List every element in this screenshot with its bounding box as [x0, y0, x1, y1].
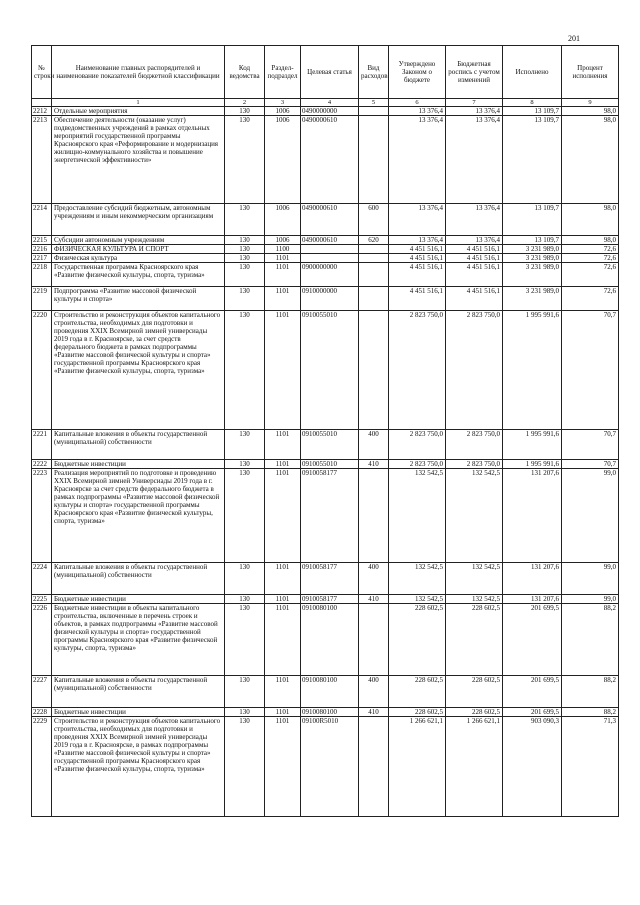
executed-amount: 3 231 989,0	[503, 254, 562, 263]
section-code: 1101	[265, 604, 301, 676]
department-code: 130	[225, 263, 265, 287]
budget-list-amount: 4 451 516,1	[446, 254, 503, 263]
section-code: 1006	[265, 107, 301, 116]
budget-list-amount: 13 376,4	[446, 236, 503, 245]
section-code: 1101	[265, 254, 301, 263]
expense-type: 410	[359, 595, 389, 604]
section-code: 1101	[265, 708, 301, 717]
target-article: 0910058177	[301, 563, 359, 595]
column-number	[32, 99, 52, 107]
execution-percent: 99,0	[562, 469, 619, 563]
expense-type: 400	[359, 676, 389, 708]
approved-amount: 13 376,4	[389, 236, 446, 245]
executed-amount: 201 699,5	[503, 604, 562, 676]
section-code: 1101	[265, 263, 301, 287]
table-row	[32, 245, 619, 254]
table-row	[32, 595, 619, 604]
department-code: 130	[225, 236, 265, 245]
execution-percent: 98,0	[562, 236, 619, 245]
table-row	[32, 717, 619, 817]
approved-amount: 4 451 516,1	[389, 263, 446, 287]
expense-type: 410	[359, 460, 389, 469]
budget-list-amount: 4 451 516,1	[446, 245, 503, 254]
header-row	[32, 46, 619, 99]
approved-amount: 132 542,5	[389, 469, 446, 563]
column-number: 7	[446, 99, 503, 107]
item-name: Бюджетные инвестиции в объекты капитального строительства, включенные в перечень строек и объектов, в рамках подпрограммы «Развитие массовой физической культуры и спорта» государственной программы Красноярского края «Развитие физической культуры, спорта, туризма»	[52, 604, 225, 676]
section-code: 1101	[265, 676, 301, 708]
executed-amount: 903 090,3	[503, 717, 562, 817]
target-article: 0910080100	[301, 708, 359, 717]
header-row-number: № строки	[32, 46, 52, 99]
section-code: 1100	[265, 245, 301, 254]
table-row	[32, 708, 619, 717]
budget-list-amount: 13 376,4	[446, 116, 503, 204]
expense-type: 410	[359, 708, 389, 717]
table-row	[32, 563, 619, 595]
approved-amount: 132 542,5	[389, 595, 446, 604]
budget-table	[31, 45, 619, 817]
row-number: 2218	[32, 263, 52, 287]
department-code: 130	[225, 204, 265, 236]
item-name: Обеспечение деятельности (оказание услуг) подведомственных учреждений в рамках отдельных мероприятий государственной программы Красноярского края «Реформирование и модернизация жилищно-коммунального хозяйства и повышение энергетической эффективности»	[52, 116, 225, 204]
table-row	[32, 263, 619, 287]
executed-amount: 131 207,6	[503, 469, 562, 563]
budget-list-amount: 132 542,5	[446, 563, 503, 595]
column-number: 6	[389, 99, 446, 107]
execution-percent: 72,6	[562, 245, 619, 254]
target-article: 0910055010	[301, 311, 359, 430]
execution-percent: 98,0	[562, 204, 619, 236]
expense-type: 600	[359, 204, 389, 236]
section-code: 1101	[265, 469, 301, 563]
target-article: 0490000610	[301, 236, 359, 245]
executed-amount: 201 699,5	[503, 708, 562, 717]
item-name: Капитальные вложения в объекты государственной (муниципальной) собственности	[52, 563, 225, 595]
approved-amount: 4 451 516,1	[389, 254, 446, 263]
row-number: 2215	[32, 236, 52, 245]
budget-list-amount: 2 823 750,0	[446, 430, 503, 460]
target-article	[301, 254, 359, 263]
row-number: 2223	[32, 469, 52, 563]
budget-list-amount: 4 451 516,1	[446, 263, 503, 287]
item-name: Бюджетные инвестиции	[52, 595, 225, 604]
header-percent: Процент исполнения	[562, 46, 619, 99]
row-number: 2213	[32, 116, 52, 204]
department-code: 130	[225, 311, 265, 430]
target-article: 0490000000	[301, 107, 359, 116]
table-row	[32, 311, 619, 430]
header-approved: Утверждено Законом о бюджете	[389, 46, 446, 99]
expense-type: 620	[359, 236, 389, 245]
expense-type	[359, 717, 389, 817]
department-code: 130	[225, 430, 265, 460]
expense-type	[359, 263, 389, 287]
item-name: Капитальные вложения в объекты государственной (муниципальной) собственности	[52, 430, 225, 460]
budget-list-amount: 13 376,4	[446, 107, 503, 116]
approved-amount: 1 266 621,1	[389, 717, 446, 817]
row-number: 2221	[32, 430, 52, 460]
item-name: Подпрограмма «Развитие массовой физической культуры и спорта»	[52, 287, 225, 311]
budget-list-amount: 2 823 750,0	[446, 311, 503, 430]
row-number: 2212	[32, 107, 52, 116]
budget-list-amount: 2 823 750,0	[446, 460, 503, 469]
target-article: 0910055010	[301, 460, 359, 469]
table-row	[32, 116, 619, 204]
target-article: 0490000610	[301, 116, 359, 204]
row-number: 2224	[32, 563, 52, 595]
section-code: 1006	[265, 116, 301, 204]
expense-type	[359, 311, 389, 430]
execution-percent: 99,0	[562, 563, 619, 595]
department-code: 130	[225, 469, 265, 563]
target-article: 0910080100	[301, 676, 359, 708]
expense-type	[359, 245, 389, 254]
item-name: ФИЗИЧЕСКАЯ КУЛЬТУРА И СПОРТ	[52, 245, 225, 254]
row-number: 2226	[32, 604, 52, 676]
section-code: 1101	[265, 717, 301, 817]
section-code: 1101	[265, 287, 301, 311]
row-number: 2228	[32, 708, 52, 717]
execution-percent: 70,7	[562, 430, 619, 460]
header-department-code: Код ведомства	[225, 46, 265, 99]
column-number: 2	[225, 99, 265, 107]
header-expense-type: Вид расходов	[359, 46, 389, 99]
row-number: 2220	[32, 311, 52, 430]
department-code: 130	[225, 287, 265, 311]
target-article	[301, 245, 359, 254]
item-name: Капитальные вложения в объекты государственной (муниципальной) собственности	[52, 676, 225, 708]
header-budget-list: Бюджетная роспись с учетом изменений	[446, 46, 503, 99]
budget-list-amount: 4 451 516,1	[446, 287, 503, 311]
budget-list-amount: 132 542,5	[446, 595, 503, 604]
expense-type: 400	[359, 430, 389, 460]
section-code: 1006	[265, 236, 301, 245]
execution-percent: 70,7	[562, 311, 619, 430]
approved-amount: 4 451 516,1	[389, 245, 446, 254]
department-code: 130	[225, 254, 265, 263]
execution-percent: 72,6	[562, 263, 619, 287]
approved-amount: 228 602,5	[389, 604, 446, 676]
approved-amount: 13 376,4	[389, 107, 446, 116]
expense-type	[359, 116, 389, 204]
row-number: 2225	[32, 595, 52, 604]
execution-percent: 98,0	[562, 116, 619, 204]
expense-type	[359, 469, 389, 563]
item-name: Бюджетные инвестиции	[52, 460, 225, 469]
table-row	[32, 460, 619, 469]
header-executed: Исполнено	[503, 46, 562, 99]
target-article: 09100R5010	[301, 717, 359, 817]
item-name: Бюджетные инвестиции	[52, 708, 225, 717]
department-code: 130	[225, 116, 265, 204]
department-code: 130	[225, 563, 265, 595]
row-number: 2219	[32, 287, 52, 311]
section-code: 1101	[265, 460, 301, 469]
column-number-row	[32, 99, 619, 107]
column-number: 4	[301, 99, 359, 107]
executed-amount: 3 231 989,0	[503, 287, 562, 311]
executed-amount: 131 207,6	[503, 595, 562, 604]
table-row	[32, 236, 619, 245]
section-code: 1101	[265, 430, 301, 460]
execution-percent: 70,7	[562, 460, 619, 469]
executed-amount: 13 109,7	[503, 116, 562, 204]
row-number: 2229	[32, 717, 52, 817]
expense-type	[359, 107, 389, 116]
column-number: 1	[52, 99, 225, 107]
table-row	[32, 430, 619, 460]
execution-percent: 71,3	[562, 717, 619, 817]
item-name: Предоставление субсидий бюджетным, автономным учреждениям и иным некоммерческим организациям	[52, 204, 225, 236]
executed-amount: 13 109,7	[503, 107, 562, 116]
table-row	[32, 469, 619, 563]
budget-list-amount: 13 376,4	[446, 204, 503, 236]
item-name: Физическая культура	[52, 254, 225, 263]
executed-amount: 1 995 991,6	[503, 460, 562, 469]
section-code: 1101	[265, 563, 301, 595]
expense-type	[359, 604, 389, 676]
target-article: 0900000000	[301, 263, 359, 287]
item-name: Строительство и реконструкция объектов капитального строительства, необходимых для подготовки и проведения XXIX Всемирной зимней универсиады 2019 года в г. Красноярске, за счет средств федерального бюджета в рамках подпрограммы «Развитие массовой физической культуры и спорта» государственной программы Красноярского края «Развитие физической культуры, спорта, туризма»	[52, 311, 225, 430]
executed-amount: 3 231 989,0	[503, 245, 562, 254]
executed-amount: 201 699,5	[503, 676, 562, 708]
department-code: 130	[225, 595, 265, 604]
item-name: Строительство и реконструкция объектов капитального строительства, необходимых для подготовки и проведения XXIX Всемирной зимней универсиады 2019 года в г. Красноярске, в рамках подпрограммы «Развитие массовой физической культуры и спорта» государственной программы Красноярского края «Развитие физической культуры, спорта, туризма»	[52, 717, 225, 817]
executed-amount: 3 231 989,0	[503, 263, 562, 287]
department-code: 130	[225, 245, 265, 254]
table-row	[32, 254, 619, 263]
approved-amount: 2 823 750,0	[389, 311, 446, 430]
table-row	[32, 204, 619, 236]
department-code: 130	[225, 460, 265, 469]
department-code: 130	[225, 717, 265, 817]
target-article: 0910058177	[301, 595, 359, 604]
item-name: Государственная программа Красноярского края «Развитие физической культуры, спорта, туризма»	[52, 263, 225, 287]
executed-amount: 13 109,7	[503, 204, 562, 236]
department-code: 130	[225, 708, 265, 717]
executed-amount: 13 109,7	[503, 236, 562, 245]
row-number: 2227	[32, 676, 52, 708]
target-article: 0910055010	[301, 430, 359, 460]
approved-amount: 4 451 516,1	[389, 287, 446, 311]
approved-amount: 13 376,4	[389, 204, 446, 236]
section-code: 1006	[265, 204, 301, 236]
table-row	[32, 604, 619, 676]
execution-percent: 72,6	[562, 287, 619, 311]
approved-amount: 2 823 750,0	[389, 430, 446, 460]
execution-percent: 98,0	[562, 107, 619, 116]
execution-percent: 72,6	[562, 254, 619, 263]
executed-amount: 1 995 991,6	[503, 311, 562, 430]
column-number: 5	[359, 99, 389, 107]
item-name: Отдельные мероприятия	[52, 107, 225, 116]
column-number: 3	[265, 99, 301, 107]
table-row	[32, 676, 619, 708]
expense-type	[359, 254, 389, 263]
item-name: Реализация мероприятий по подготовке и проведению XXIX Всемирной зимней Универсиады 2019 года в г. Красноярске за счет средств федерального бюджета в рамках подпрограммы «Развитие массовой физической культуры и спорта» государственной программы Красноярского края «Развитие физической культуры, спорта, туризма»	[52, 469, 225, 563]
column-number: 9	[562, 99, 619, 107]
execution-percent: 99,0	[562, 595, 619, 604]
row-number: 2217	[32, 254, 52, 263]
table-row	[32, 107, 619, 116]
target-article: 0910080100	[301, 604, 359, 676]
header-target-article: Целевая статья	[301, 46, 359, 99]
department-code: 130	[225, 604, 265, 676]
budget-list-amount: 228 602,5	[446, 676, 503, 708]
approved-amount: 228 602,5	[389, 708, 446, 717]
budget-list-amount: 228 602,5	[446, 604, 503, 676]
table-row	[32, 287, 619, 311]
department-code: 130	[225, 107, 265, 116]
target-article: 0910058177	[301, 469, 359, 563]
column-number: 8	[503, 99, 562, 107]
approved-amount: 228 602,5	[389, 676, 446, 708]
approved-amount: 2 823 750,0	[389, 460, 446, 469]
budget-list-amount: 228 602,5	[446, 708, 503, 717]
section-code: 1101	[265, 311, 301, 430]
target-article: 0910000000	[301, 287, 359, 311]
row-number: 2222	[32, 460, 52, 469]
expense-type: 400	[359, 563, 389, 595]
budget-list-amount: 132 542,5	[446, 469, 503, 563]
row-number: 2214	[32, 204, 52, 236]
item-name: Субсидии автономным учреждениям	[52, 236, 225, 245]
budget-list-amount: 1 266 621,1	[446, 717, 503, 817]
execution-percent: 88,2	[562, 604, 619, 676]
header-name: Наименование главных распорядителей и наименование показателей бюджетной классификации	[52, 46, 225, 99]
section-code: 1101	[265, 595, 301, 604]
approved-amount: 13 376,4	[389, 116, 446, 204]
execution-percent: 88,2	[562, 708, 619, 717]
department-code: 130	[225, 676, 265, 708]
approved-amount: 132 542,5	[389, 563, 446, 595]
row-number: 2216	[32, 245, 52, 254]
target-article: 0490000610	[301, 204, 359, 236]
executed-amount: 1 995 991,6	[503, 430, 562, 460]
execution-percent: 88,2	[562, 676, 619, 708]
header-section: Раздел-подраздел	[265, 46, 301, 99]
executed-amount: 131 207,6	[503, 563, 562, 595]
expense-type	[359, 287, 389, 311]
page-number: 201	[568, 34, 580, 43]
